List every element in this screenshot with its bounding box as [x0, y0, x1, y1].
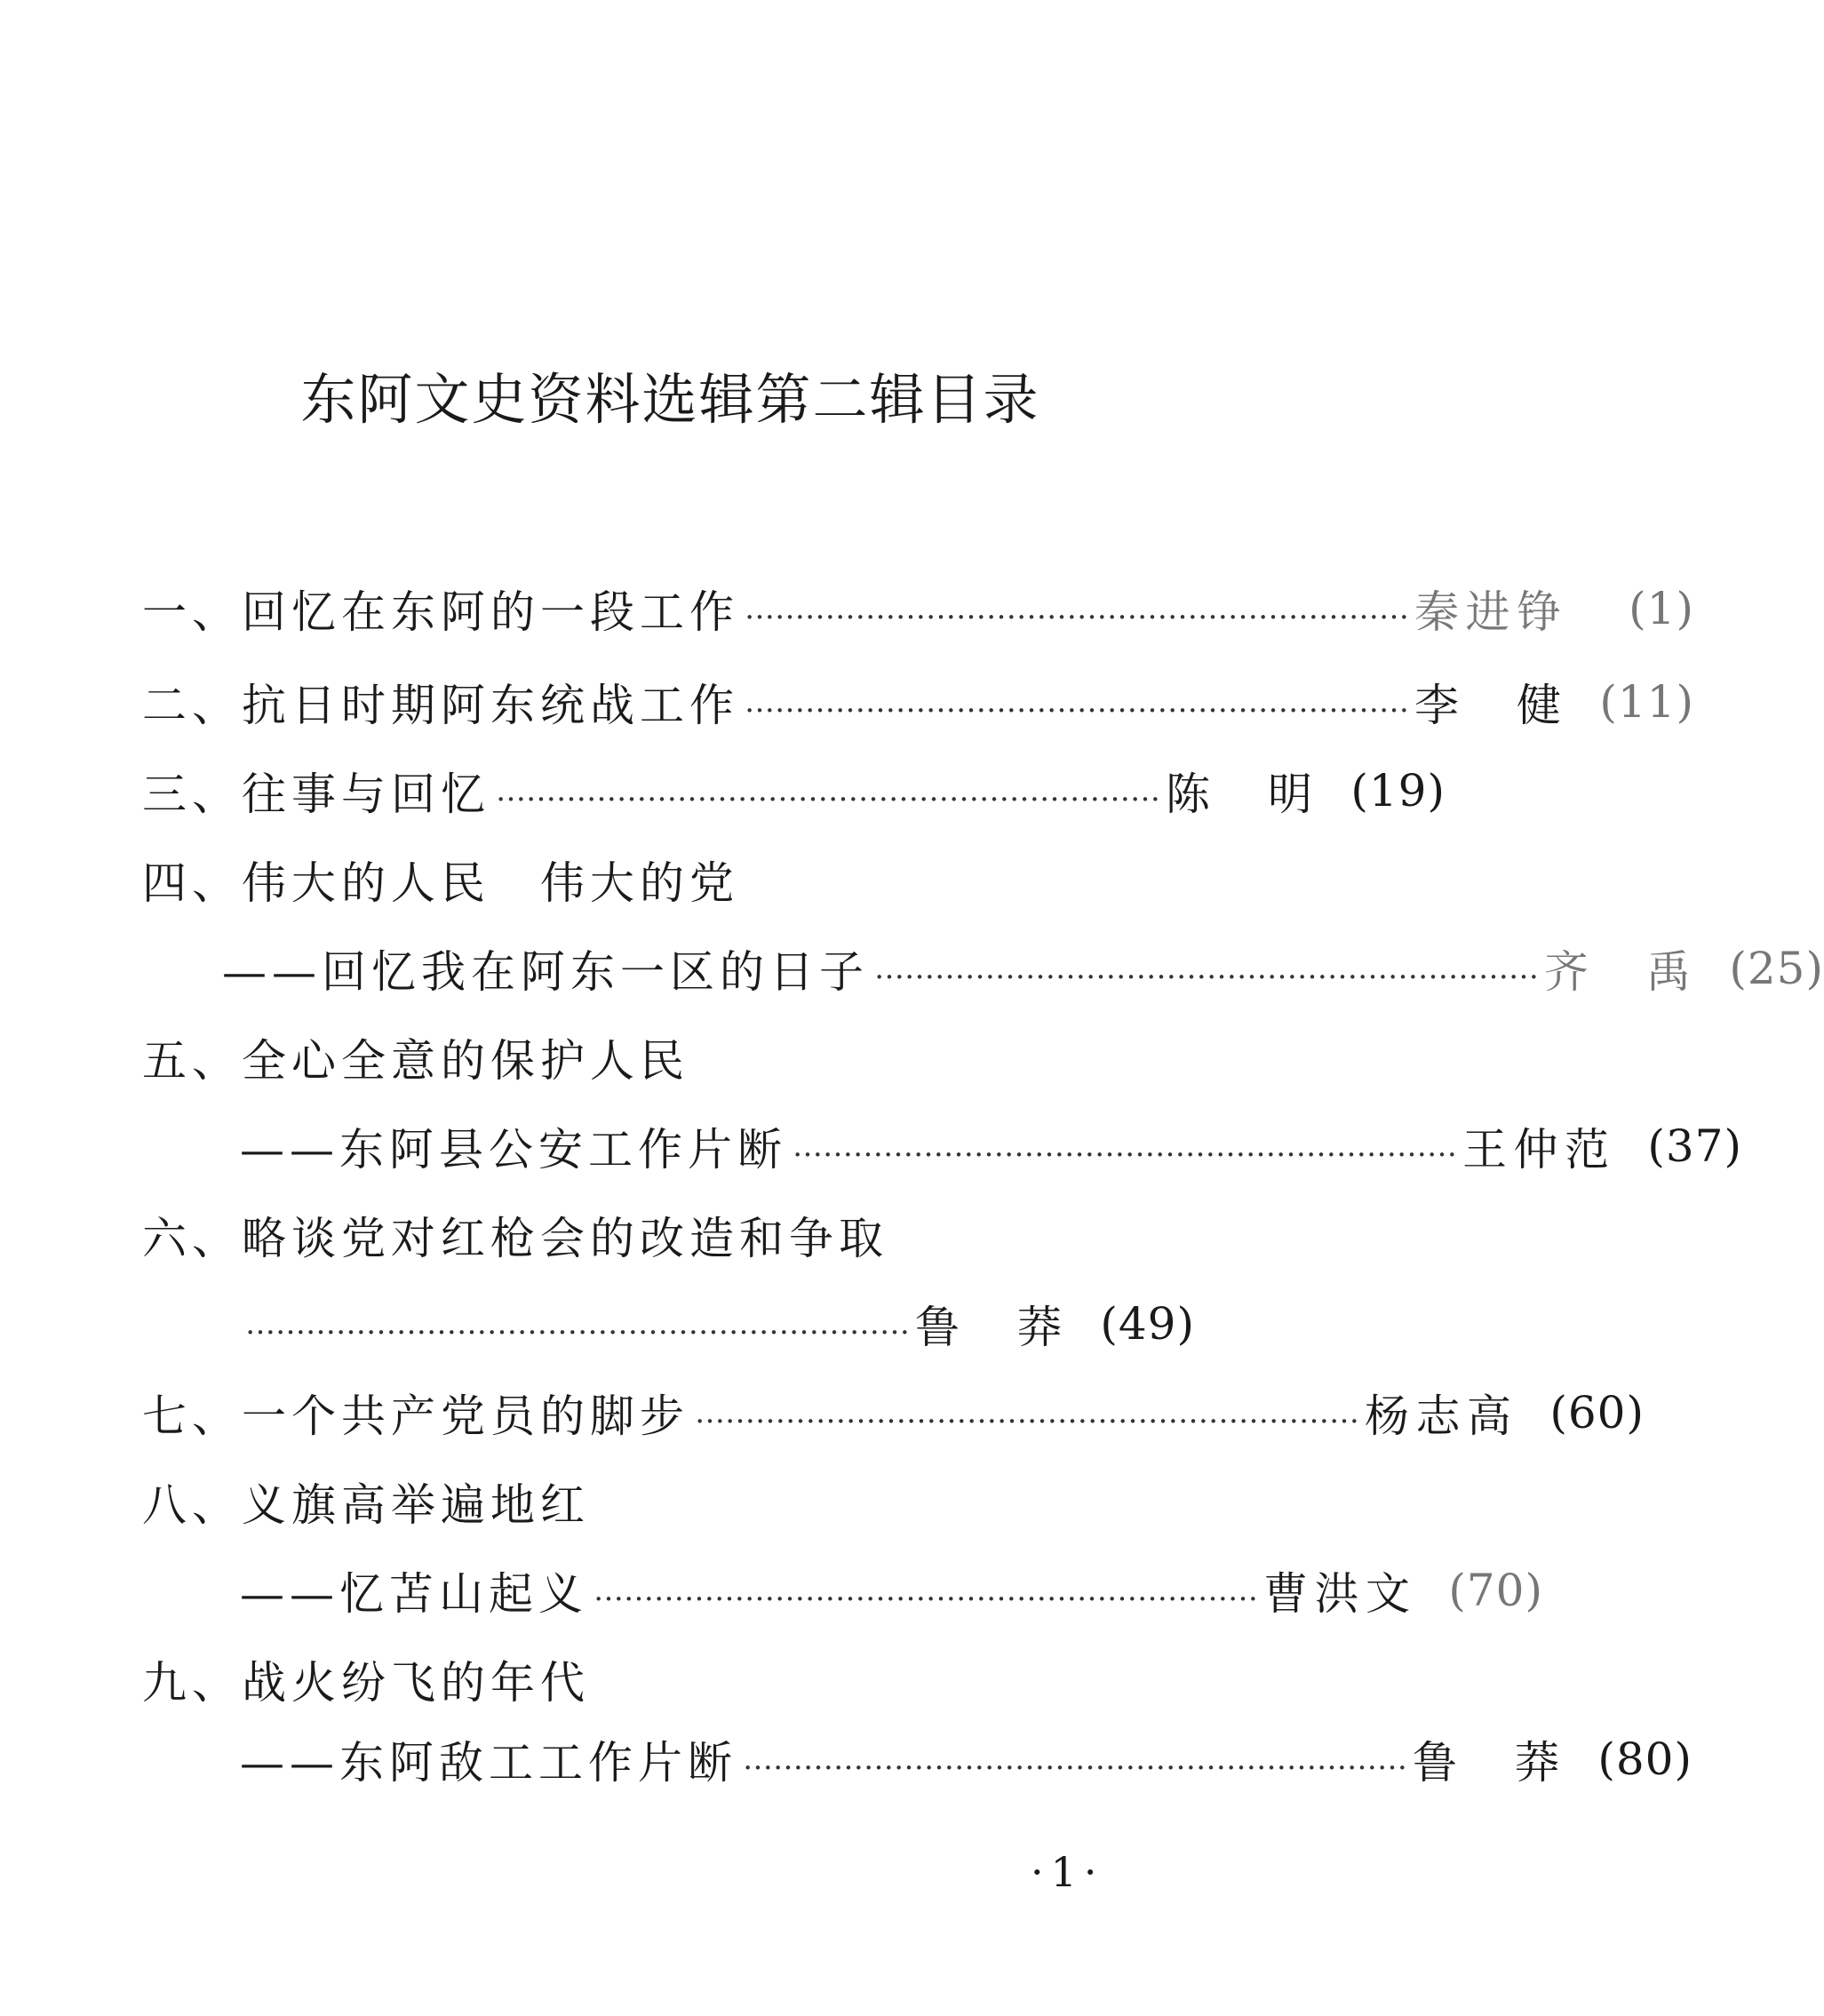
entry-author: 陈 明	[1166, 769, 1312, 820]
entry-author: 鲁 莽	[1413, 1737, 1559, 1789]
entry-page: (49)	[1100, 1298, 1195, 1350]
entry-number: 三、	[142, 769, 242, 820]
entry-page: (1)	[1629, 583, 1694, 634]
entry-title: 一个共产党员的脚步	[242, 1390, 689, 1442]
entry-author: 齐 禹	[1544, 946, 1691, 998]
entry-author: 鲁 莽	[915, 1302, 1062, 1353]
entry-title: 义旗高举遍地红	[242, 1479, 590, 1531]
entry-page: (60)	[1549, 1387, 1645, 1438]
entry-title: 全心全意的保护人民	[242, 1035, 689, 1087]
dot-leader: …………………………………………………………	[245, 1306, 910, 1342]
entry-title: 伟大的人民 伟大的党	[242, 857, 739, 909]
entry-number: 二、	[142, 680, 242, 731]
entry-subtitle: ——东阿县公安工作片断	[240, 1124, 787, 1175]
toc-entry-subline[interactable]	[222, 928, 1824, 1008]
toc-entry[interactable]	[142, 751, 1446, 831]
entry-author: 曹洪文	[1263, 1568, 1410, 1620]
entry-author: 秦进铮	[1414, 586, 1561, 638]
page-number: ·1·	[1031, 1848, 1104, 1896]
toc-entry[interactable]	[142, 1639, 1164, 1719]
entry-page: (80)	[1597, 1733, 1693, 1785]
dot-leader: …………………………………………………………	[745, 684, 1409, 720]
entry-number: 八、	[142, 1479, 242, 1531]
toc-entry[interactable]	[142, 662, 1694, 742]
toc-entry-subline[interactable]	[240, 1719, 1693, 1799]
toc-entry[interactable]	[142, 1462, 1164, 1542]
dot-leader: …………………………………………………………	[743, 1741, 1407, 1777]
entry-author: 杨志高	[1365, 1390, 1511, 1442]
toc-entry[interactable]	[142, 840, 1164, 920]
toc-entry-subline[interactable]	[240, 1550, 1543, 1630]
entry-number: 七、	[142, 1390, 242, 1442]
entry-page: (25)	[1729, 943, 1824, 994]
dot-leader: …………………………………………………………	[793, 1128, 1457, 1164]
toc-entry[interactable]	[142, 1017, 1164, 1097]
dot-leader: …………………………………………………………	[874, 951, 1539, 986]
entry-page: (37)	[1647, 1120, 1742, 1172]
entry-title: 往事与回忆	[242, 769, 490, 820]
entry-page: (70)	[1448, 1565, 1543, 1616]
entry-author: 李 健	[1414, 680, 1561, 731]
entry-subtitle: ——回忆我在阿东一区的日子	[222, 946, 869, 998]
entry-page: (19)	[1350, 765, 1446, 817]
toc-entry-subline[interactable]	[240, 1284, 1195, 1364]
entry-subtitle: ——忆苫山起义	[240, 1568, 588, 1620]
toc-entry[interactable]	[142, 1195, 1164, 1275]
entry-number: 一、	[142, 586, 242, 638]
entry-subtitle: ——东阿敌工工作片断	[240, 1737, 737, 1789]
entry-number: 九、	[142, 1657, 242, 1709]
toc-entry[interactable]	[142, 1373, 1645, 1453]
entry-author: 王仲范	[1462, 1124, 1609, 1175]
entry-title: 抗日时期阿东统战工作	[242, 680, 739, 731]
entry-title: 回忆在东阿的一段工作	[242, 586, 739, 638]
entry-number: 五、	[142, 1035, 242, 1087]
dot-leader: …………………………………………………………	[695, 1395, 1359, 1430]
entry-number: 六、	[142, 1213, 242, 1264]
dot-leader: …………………………………………………………	[496, 773, 1160, 809]
toc-entry[interactable]	[142, 569, 1694, 649]
page-title: 东阿文史资料选辑第二辑目录	[300, 367, 1040, 432]
entry-number: 四、	[142, 857, 242, 909]
entry-title: 略谈党对红枪会的改造和争取	[242, 1213, 888, 1264]
toc-entry-subline[interactable]	[240, 1106, 1742, 1186]
entry-title: 战火纷飞的年代	[242, 1657, 590, 1709]
entry-page: (11)	[1599, 676, 1694, 728]
dot-leader: …………………………………………………………	[745, 591, 1409, 626]
dot-leader: …………………………………………………………	[593, 1573, 1258, 1608]
